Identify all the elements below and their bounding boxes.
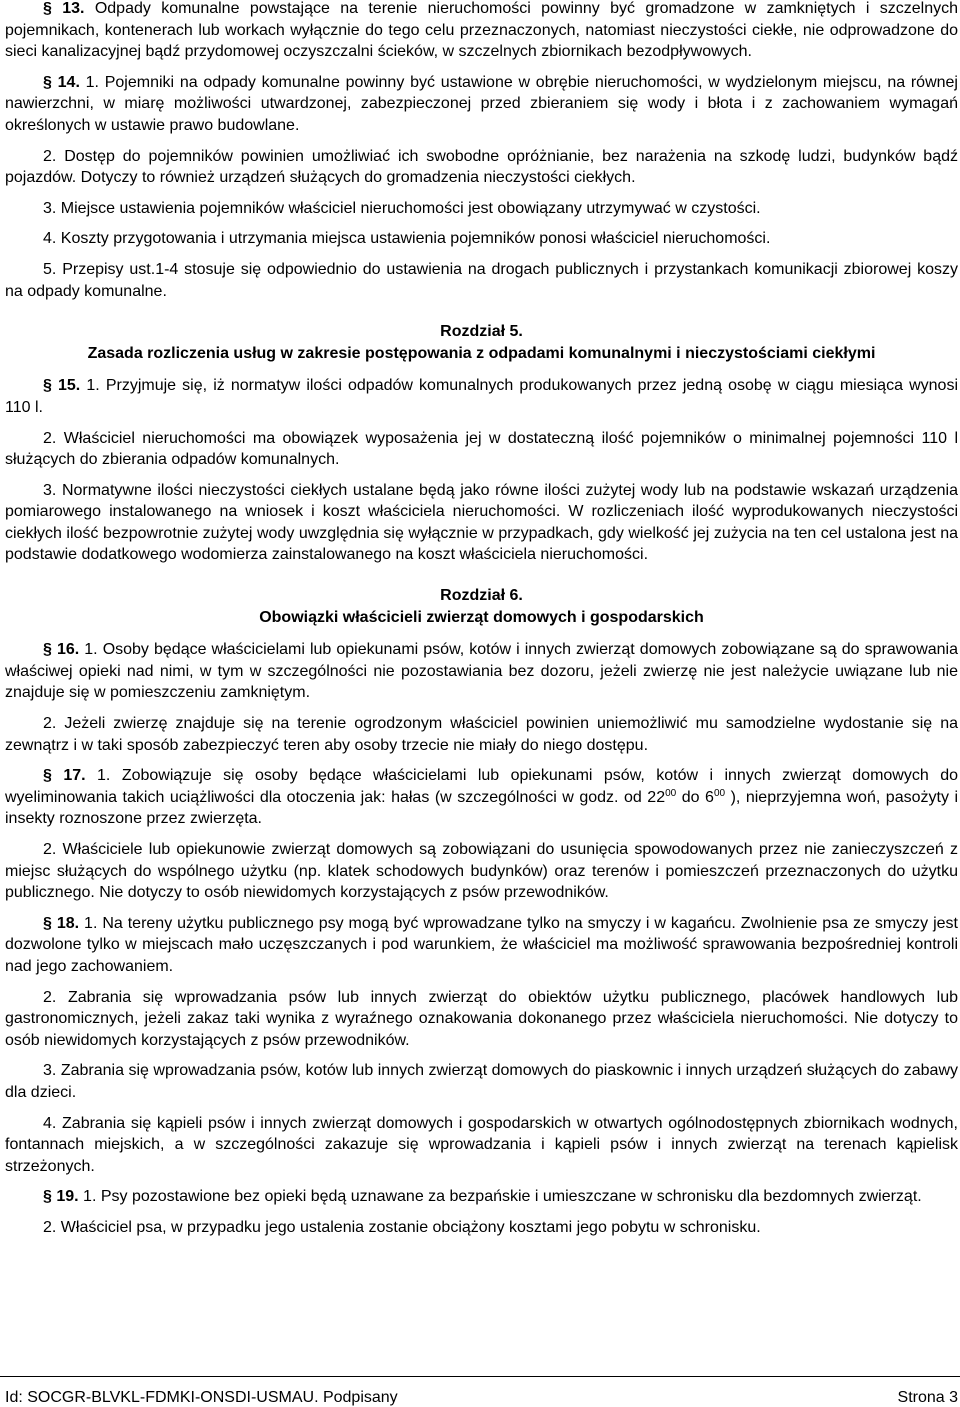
chapter-heading-6 xyxy=(5,585,958,628)
paragraph-text: Odpady komunalne powstające na terenie nieruchomości powinny być gromadzone w zamkniętych i szczelnych pojemnikach, kontenerach lub workach wyłącznie do tego celu przeznaczonych, natomiast nieczystości ciekłe, nie odprowadzone do sieci kanalizacyjnej bądź przydomowej oczyszczalni ścieków, w szczelnych zbiornikach bezodpływowych. xyxy=(5,0,958,61)
paragraph-text: 1. Pojemniki na odpady komunalne powinny być ustawione w obrębie nieruchomości, w wydzielonym miejscu, na równej nawierzchni, w miarę możliwości utwardzonej, zabezpieczonej przed zbieraniem się wody i błota i z zachowaniem wymagań określonych w ustawie prawo budowlane. xyxy=(5,73,958,134)
paragraph-text: 1. Osoby będące właścicielami lub opiekunami psów, kotów i innych zwierząt domowych zobowiązane są do sprawowania właściwej opieki nad nimi, w tym w szczególności nie pozostawiania bez dozoru, jeżeli zwierzę nie jest należycie uwiązane lub nie znajduje się w pomieszczeniu zamkniętym. xyxy=(5,641,958,702)
document-id: Id: SOCGR-BLVKL-FDMKI-ONSDI-USMAU. Podpisany xyxy=(5,1389,398,1406)
paragraph-15-3: 3. Normatywne ilości nieczystości ciekłych ustalane będą jako równe ilości zużytej wody lub na podstawie wskazań urządzenia pomiarowego instalowanego na wniosek i koszt właściciela nieruchomości. W rozliczeniach ilość wyprodukowanych nieczystości ciekłych ilość bezpowrotnie zużytej wody uwzględnia się wyłącznie w przypadkach, gdy wielkość jej zużycia na ten cel ustalona jest na podstawie dodatkowego wodomierza zainstalowanego na koszt właściciela nieruchomości. xyxy=(5,481,958,564)
paragraph-14-4: 4. Koszty przygotowania i utrzymania miejsca ustawienia pojemników ponosi właściciel nieruchomości. xyxy=(43,230,771,248)
paragraph-text: 1. Przyjmuje się, iż normatyw ilości odpadów komunalnych produkowanych przez jedną osobę w ciągu miesiąca wynosi 110 l. xyxy=(5,377,958,416)
paragraph-16-1 xyxy=(5,639,958,704)
section-number: § 16. xyxy=(43,641,80,659)
paragraph-14-2: 2. Dostęp do pojemników powinien umożliwiać ich swobodne opróżnianie, bez narażenia na szkodę ludzi, budynków bądź pojazdów. Dotyczy to również urządzeń służących do gromadzenia nieczystości ciekłych. xyxy=(5,147,958,187)
paragraph-17-2: 2. Właściciele lub opiekunowie zwierząt domowych są zobowiązani do usunięcia spowodowanych przez nie zanieczyszczeń z miejsc służących do wspólnego użytku (np. klatek schodowych budynków) oraz terenów i pomieszczeń przeznaczonych do użytku publicznego. Nie dotyczy to osób niewidomych korzystających z psów przewodników. xyxy=(5,841,958,902)
page-number: Strona 3 xyxy=(897,1389,958,1406)
chapter-title: Obowiązki właścicieli zwierząt domowych i gospodarskich xyxy=(259,608,704,626)
section-number: § 15. xyxy=(43,377,81,395)
paragraph-text: 1. Zobowiązuje się osoby będące właścicielami lub opiekunami psów, kotów i innych zwierząt domowych do wyeliminowania takich uciążliwości dla otoczenia jak: hałas (w szczególności w godz. od 22 xyxy=(5,767,958,806)
paragraph-18-3: 3. Zabrania się wprowadzania psów, kotów lub innych zwierząt domowych do piaskownic i innych urządzeń służących do zabawy dla dzieci. xyxy=(5,1062,958,1101)
superscript-minutes: 00 xyxy=(713,787,726,799)
paragraph-15-1 xyxy=(5,375,958,418)
paragraph-18-4: 4. Zabrania się kąpieli psów i innych zwierząt domowych i gospodarskich w otwartych ogólnodostępnych zbiornikach wodnych, fontannach miejskich, a w szczególności zakazuje się wprowadzania i kąpieli psów i innych zwierząt na terenach kąpielisk strzeżonych. xyxy=(5,1114,958,1175)
paragraph-text: 1. Na tereny użytku publicznego psy mogą być wprowadzane tylko na smyczy i w kagańcu. Zwolnienie psa ze smyczy jest dozwolone tylko w miejscach mało uczęszczanych i pod warunkiem, że właściciel ma możliwość sprawowania bezpośredniej kontroli nad jego zachowaniem. xyxy=(5,914,958,975)
paragraph-15-2: 2. Właściciel nieruchomości ma obowiązek wyposażenia jej w dostateczną ilość pojemników o minimalnej pojemności 110 l służących do zbierania odpadów komunalnych. xyxy=(5,429,958,469)
paragraph-text: ), nieprzyjemna woń, pasożyty i insekty roznoszone przez zwierzęta. xyxy=(5,788,958,828)
chapter-label: Rozdział 5. xyxy=(440,323,523,341)
section-number: § 18. xyxy=(43,914,80,932)
section-number: § 19. xyxy=(43,1188,79,1206)
paragraph-17-1 xyxy=(5,765,958,830)
section-number: § 17. xyxy=(43,767,86,785)
paragraph-13 xyxy=(5,0,958,63)
paragraph-text: 1. Psy pozostawione bez opieki będą uznawane za bezpańskie i umieszczane w schronisku dla bezdomnych zwierząt. xyxy=(78,1188,922,1206)
paragraph-19-1 xyxy=(5,1186,958,1208)
document-page xyxy=(5,0,958,1248)
chapter-heading-5 xyxy=(5,321,958,364)
paragraph-19-2: 2. Właściciel psa, w przypadku jego ustalenia zostanie obciążony kosztami jego pobytu w schronisku. xyxy=(43,1218,761,1236)
paragraph-18-2: 2. Zabrania się wprowadzania psów lub innych zwierząt do obiektów użytku publicznego, placówek handlowych lub gastronomicznych, jeżeli zakaz taki wynika z wyraźnego oznakowania dokonanego przez właściciela nieruchomości. Nie dotyczy to osób niewidomych korzystających z psów przewodników. xyxy=(5,988,958,1049)
section-number: § 14. xyxy=(43,73,80,91)
page-footer xyxy=(0,1376,960,1406)
paragraph-14-5: 5. Przepisy ust.1-4 stosuje się odpowiednio do ustawienia na drogach publicznych i przystankach komunikacji zbiorowej koszy na odpady komunalne. xyxy=(5,260,958,300)
paragraph-18-1 xyxy=(5,913,958,978)
paragraph-14-3: 3. Miejsce ustawienia pojemników właściciel nieruchomości jest obowiązany utrzymywać w czystości. xyxy=(43,199,761,217)
paragraph-text: do 6 xyxy=(676,788,714,806)
superscript-minutes: 00 xyxy=(665,787,677,799)
paragraph-14-1 xyxy=(5,72,958,137)
chapter-label: Rozdział 6. xyxy=(440,587,523,605)
paragraph-16-2: 2. Jeżeli zwierzę znajduje się na terenie ogrodzonym właściciel powinien uniemożliwić mu samodzielne wydostanie się na zewnątrz i w taki sposób zabezpieczyć teren aby osoby trzecie nie miały do niego dostępu. xyxy=(5,715,958,754)
chapter-title: Zasada rozliczenia usług w zakresie postępowania z odpadami komunalnymi i nieczystościami ciekłymi xyxy=(87,344,876,362)
section-number: § 13. xyxy=(43,0,85,17)
